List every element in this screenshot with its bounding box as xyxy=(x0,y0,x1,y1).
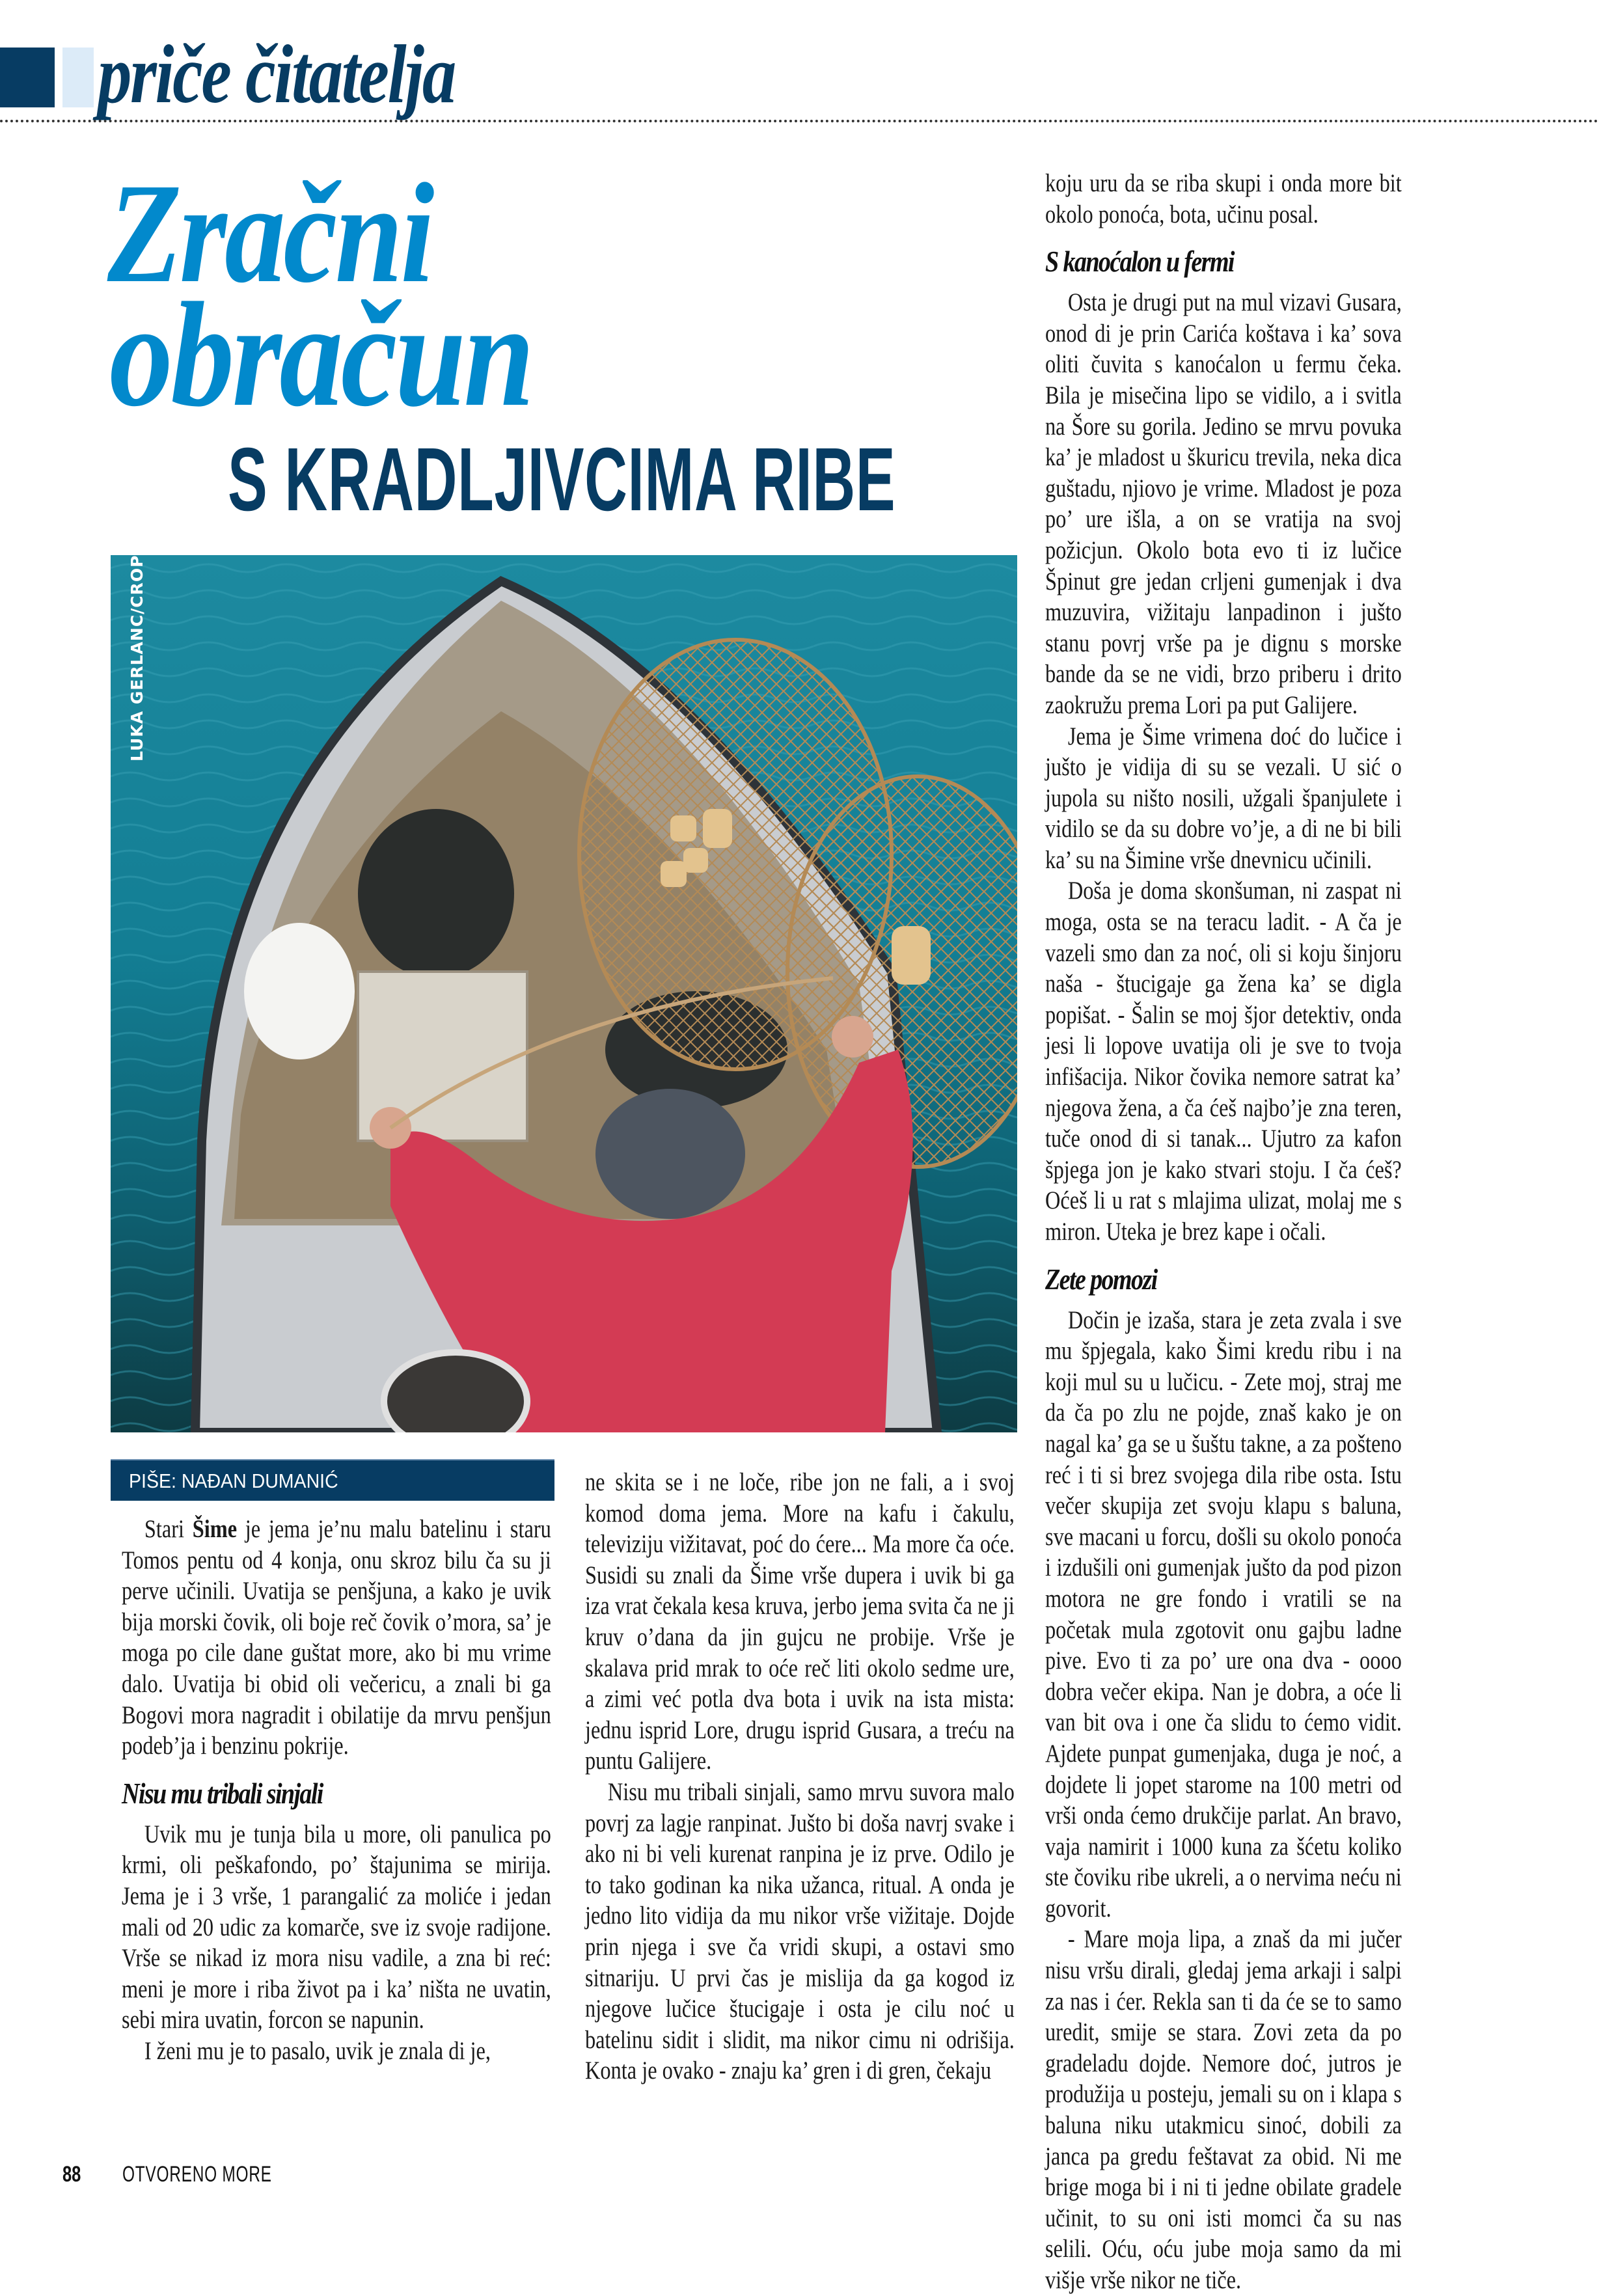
fisherman-cap xyxy=(595,1089,745,1219)
fisherman-boat-illustration xyxy=(111,555,1017,1432)
headline-line-2: obračun xyxy=(109,271,532,437)
paragraph: ne skita se i ne loče, ribe jon ne fali, a i svoj komod doma jema. More na kafu i čakulu, televiziju vižitavat, poć do ćere... Ma more ča oće. Susidi su znali da Šime vrše dupera i uvik bi ga iza vrat čekala kesa kruva, jerbo jema svita ča ne ji kruv o’dana da jin gujcu ne probije. Vrše je skalava prid mrak to oće reč liti okolo sedme ure, a zimi već potla dva bota i uvik na ista mista: jednu isprid Lore, drugu isprid Gusara, a treću na puntu Galijere. xyxy=(585,1468,1015,1775)
dotted-divider xyxy=(0,120,1599,122)
magazine-name: OTVORENO MORE xyxy=(122,2162,272,2187)
paragraph: Doša je doma skonšuman, ni zaspat ni moga, osta se na teracu ladit. - A ča je vazeli smo dan za noć, oli si koju šinjoru naša - štucigaje ga žena ka’ se digla popišat. - Šalin se moj šjor detektiv, onda jesi li lopove uvatija oli je sve to tvoja infišacija. Nikor čovika nemore satrat ka’ njegova žena, a ča ćeš najbo’je zna teren, tuče onod di si tanak... Ujutro za kafon špjega jon je kako stvari stoju. I ča ćeš? Oćeš li u rat s mlajima ulizat, molaj me s miron. Uteka je brez kape i očali. xyxy=(1045,877,1402,1246)
paragraph: - Mare moja lipa, a znaš da mi jučer nisu vršu dirali, gledaj jema arkaji i salpi za nas i ćer. Rekla san ti da će se to samo uredit, smije se stara. Zovi zeta da po gradeladu dojde. Nemore doć, jutros je produžija u posteju, jemali su on i klapa s baluna niku utakmicu sinoć, dobili za janca pa gredu feštavat za obid. Ni me brige moga bi i ni ti jedne obilate gradele učinit, to su oni isti momci ča su nas selili. Oću, oću jube moja samo da mi višje vrše nikor ne tiče. xyxy=(1045,1925,1402,2294)
fisherman-hand xyxy=(832,1016,873,1058)
page-number: 88 xyxy=(62,2162,81,2187)
paragraph: Osta je drugi put na mul vizavi Gusara, onod di je prin Carića koštava i ka’ sova oliti čuvita s kanoćalon u fermu čeka. Bila je misečina lipo se vidilo, a i svitla na Šore su gorila. Jedino se mrvu povuka ka’ je mladost u škuricu trevila, neka dica guštadu, njiovo je vrime. Mladost je poza po’ ure išla, a on se vratija na svoj požicjun. Okolo bota evo ti iz lučice Špinut gre jedan crljeni gumenjak i dva muzuvira, vižitaju lanpadinon i jušto stanu povrj vrše pa je dignu s morske bande da se ne vidi, brzo priberu i drito zaokružu prema Lori pa put Galijere. xyxy=(1045,288,1402,719)
paragraph xyxy=(122,1514,551,1762)
section-title: priče čitatelja xyxy=(98,28,455,120)
paragraph: Uvik mu je tunja bila u more, oli panulica po krmi, oli peškafondo, po’ štajunima se mirija. Jema je i 3 vrše, 1 parangalić za moliće i jedan mali od 20 udic za komarče, sve iz svoje radijone. Vrše se nikad iz mora nisu vadile, a zna bi reć: meni je more i riba život pa i ka’ ništa ne uvatin, sebi mira uvatin, forcon se napunin. xyxy=(122,1820,551,2034)
paragraph-lead: Stari xyxy=(144,1515,193,1543)
paragraph: koju uru da se riba skupi i onda more bit okolo ponoća, bota, učinu posal. xyxy=(1045,169,1402,228)
protagonist-name: Šime xyxy=(192,1515,238,1543)
section-marker-dark xyxy=(0,48,55,107)
photo-credit: LUKA GERLANC/CROPIX xyxy=(128,534,146,761)
article-column-1 xyxy=(122,1514,551,2067)
paragraph: I ženi mu je to pasalo, uvik je znala di je, xyxy=(144,2036,491,2065)
subheading: Nisu mu tribali sinjali xyxy=(122,1776,323,1810)
article-column-2 xyxy=(585,1467,1015,2086)
subheading: S kanoćalon u fermi xyxy=(1045,245,1234,279)
mussel-pile xyxy=(358,809,514,978)
byline-author: PIŠE: NAĐAN DUMANIĆ xyxy=(129,1469,338,1492)
bucket xyxy=(384,1352,527,1432)
article-column-3 xyxy=(1045,168,1402,2296)
article-photo xyxy=(111,555,1017,1432)
paragraph: Jema je Šime vrimena doć do lučice i jušto je vidija di su se vezali. U sić o jupola su ništo nosili, užgali španjulete i vidilo se da su dobre vo’je, a di ne bi bili ka’ su na Šimine vrše dnevnicu učinili. xyxy=(1045,722,1402,874)
headline-subtitle: S KRADLJIVCIMA RIBE xyxy=(228,430,896,530)
paragraph: Dočin je izaša, stara je zeta zvala i sve mu špjegala, kako Šimi kredu ribu i na koji mul su u lučicu. - Zete moj, straj me da ča po zlu ne pojde, znaš kako je on nagal ka’ ga se u šuštu takne, a za pošteno reć i ti si brez svojega dila ribe osta. Istu večer skupija zet svoju klapu s baluna, sve macani u forcu, došli su okolo ponoća i izdušili oni gumenjak jušto da pod pizon motora ne gre fondo i vratili se na početak mula zgotovit onu gajbu ladne pive. Evo ti za po’ ure ona dva - oooo dobra večer ekipa. Nan je dobra, a oće li van bit ova i one ča slidu to ćemo vidit. Ajdete punpat gumenjaka, duga je noć, a dojdete li jopet starome na 100 metri od vrši onda ćemo drukčije parlat. An bravo, vaja namirit i 1000 kuna za šćetu koliko ste čoviku ribe ukreli, a o nervima neću ni govorit. xyxy=(1045,1305,1402,1922)
paragraph-text: je jema je’nu malu batelinu i staru Tomos pentu od 4 konja, onu skroz bilu ča su ji perve učinili. Uvatija se penšjuna, a kako je uvik bija morski čovik, oli boje reč čovik o’mora, sa’ je moga po cile dane guštat more, ako bi mu vrime dalo. Uvatija bi obid oli večericu, a znali bi ga Bogovi mora nagradit i obilatije da mrvu penšjun podeb’ja i benzinu pokrije. xyxy=(122,1515,551,1760)
headline-line-1: Zračni xyxy=(107,154,433,312)
paragraph: Nisu mu tribali sinjali, samo mrvu suvora malo povrj za lagje ranpinat. Jušto bi doša navrj svake i ako ni bi veli kurenat ranpina je iz prve. Odilo je to tako godinan ka nika užanca, ritual. A onda je jedno lito vidija da mu nikor vrše vižitaje. Dojde prin njega i sve ča vridi skupi, a ostavi smo sitnariju. U prvi čas je mislija da ga kogod iz njegove lučice štucigaje i osta je cilu noć u batelinu sidit i slidit, ma nikor cimu ni odrišija. Konta je ovako - znaju ka’ gren i di gren, čekaju xyxy=(585,1777,1015,2085)
byline-bar xyxy=(111,1459,554,1501)
section-marker-light xyxy=(62,48,94,107)
subheading: Zete pomozi xyxy=(1045,1262,1157,1296)
white-bag xyxy=(244,923,355,1059)
